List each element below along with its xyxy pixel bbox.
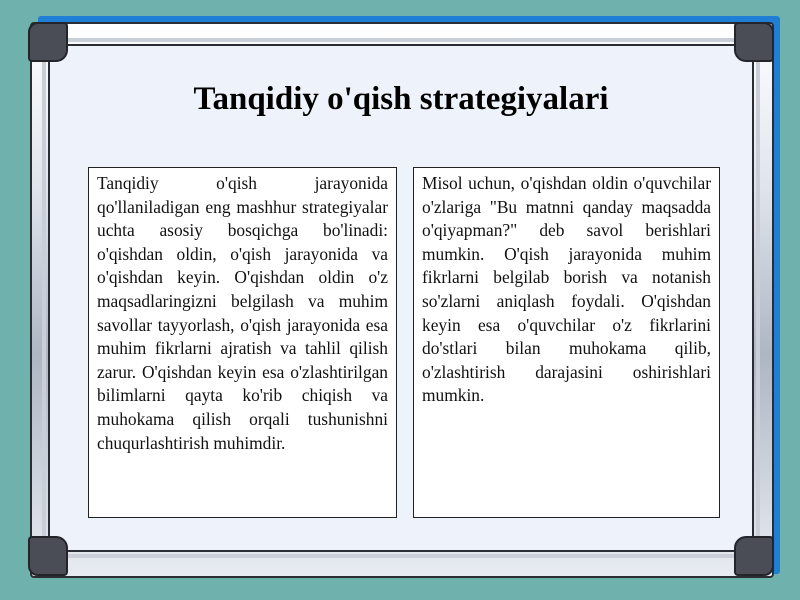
left-text-box: Tanqidiy o'qish jarayonida qo'llaniladigan eng mashhur strategiyalar uchta asosiy bosqichga bo'linadi: o'qishdan oldin, o'qish jarayonida va o'qishdan keyin. O'qishdan oldin o'z maqsadlaringizni belgilash va muhim savollar tayyorlash, o'qish jarayonida esa muhim fikrlarni ajratish va tahlil qilish zarur. O'qishdan keyin esa o'zlashtirilgan bilimlarni qayta ko'rib chiqish va muhokama qilish orqali tushunishni chuqurlashtirish muhimdir. (88, 167, 397, 518)
slide-title: Tanqidiy o'qish strategiyalari (193, 81, 609, 117)
frame-corner-bottom-right (734, 536, 774, 576)
frame-corner-bottom-left (28, 536, 68, 576)
frame-corner-top-right (734, 22, 774, 62)
frame-corner-top-left (28, 22, 68, 62)
right-text-box: Misol uchun, o'qishdan oldin o'quvchilar o'zlariga "Bu matnni qanday maqsadda o'qiyapman?" deb savol berishlari mumkin. O'qish jarayonida muhim fikrlarni belgilab borish va notanish so'zlarni aniqlash foydali. O'qishdan keyin esa o'quvchilar o'z fikrlarini do'stlari bilan muhokama qilib, o'zlashtirish darajasini oshirishlari mumkin. (413, 167, 720, 518)
